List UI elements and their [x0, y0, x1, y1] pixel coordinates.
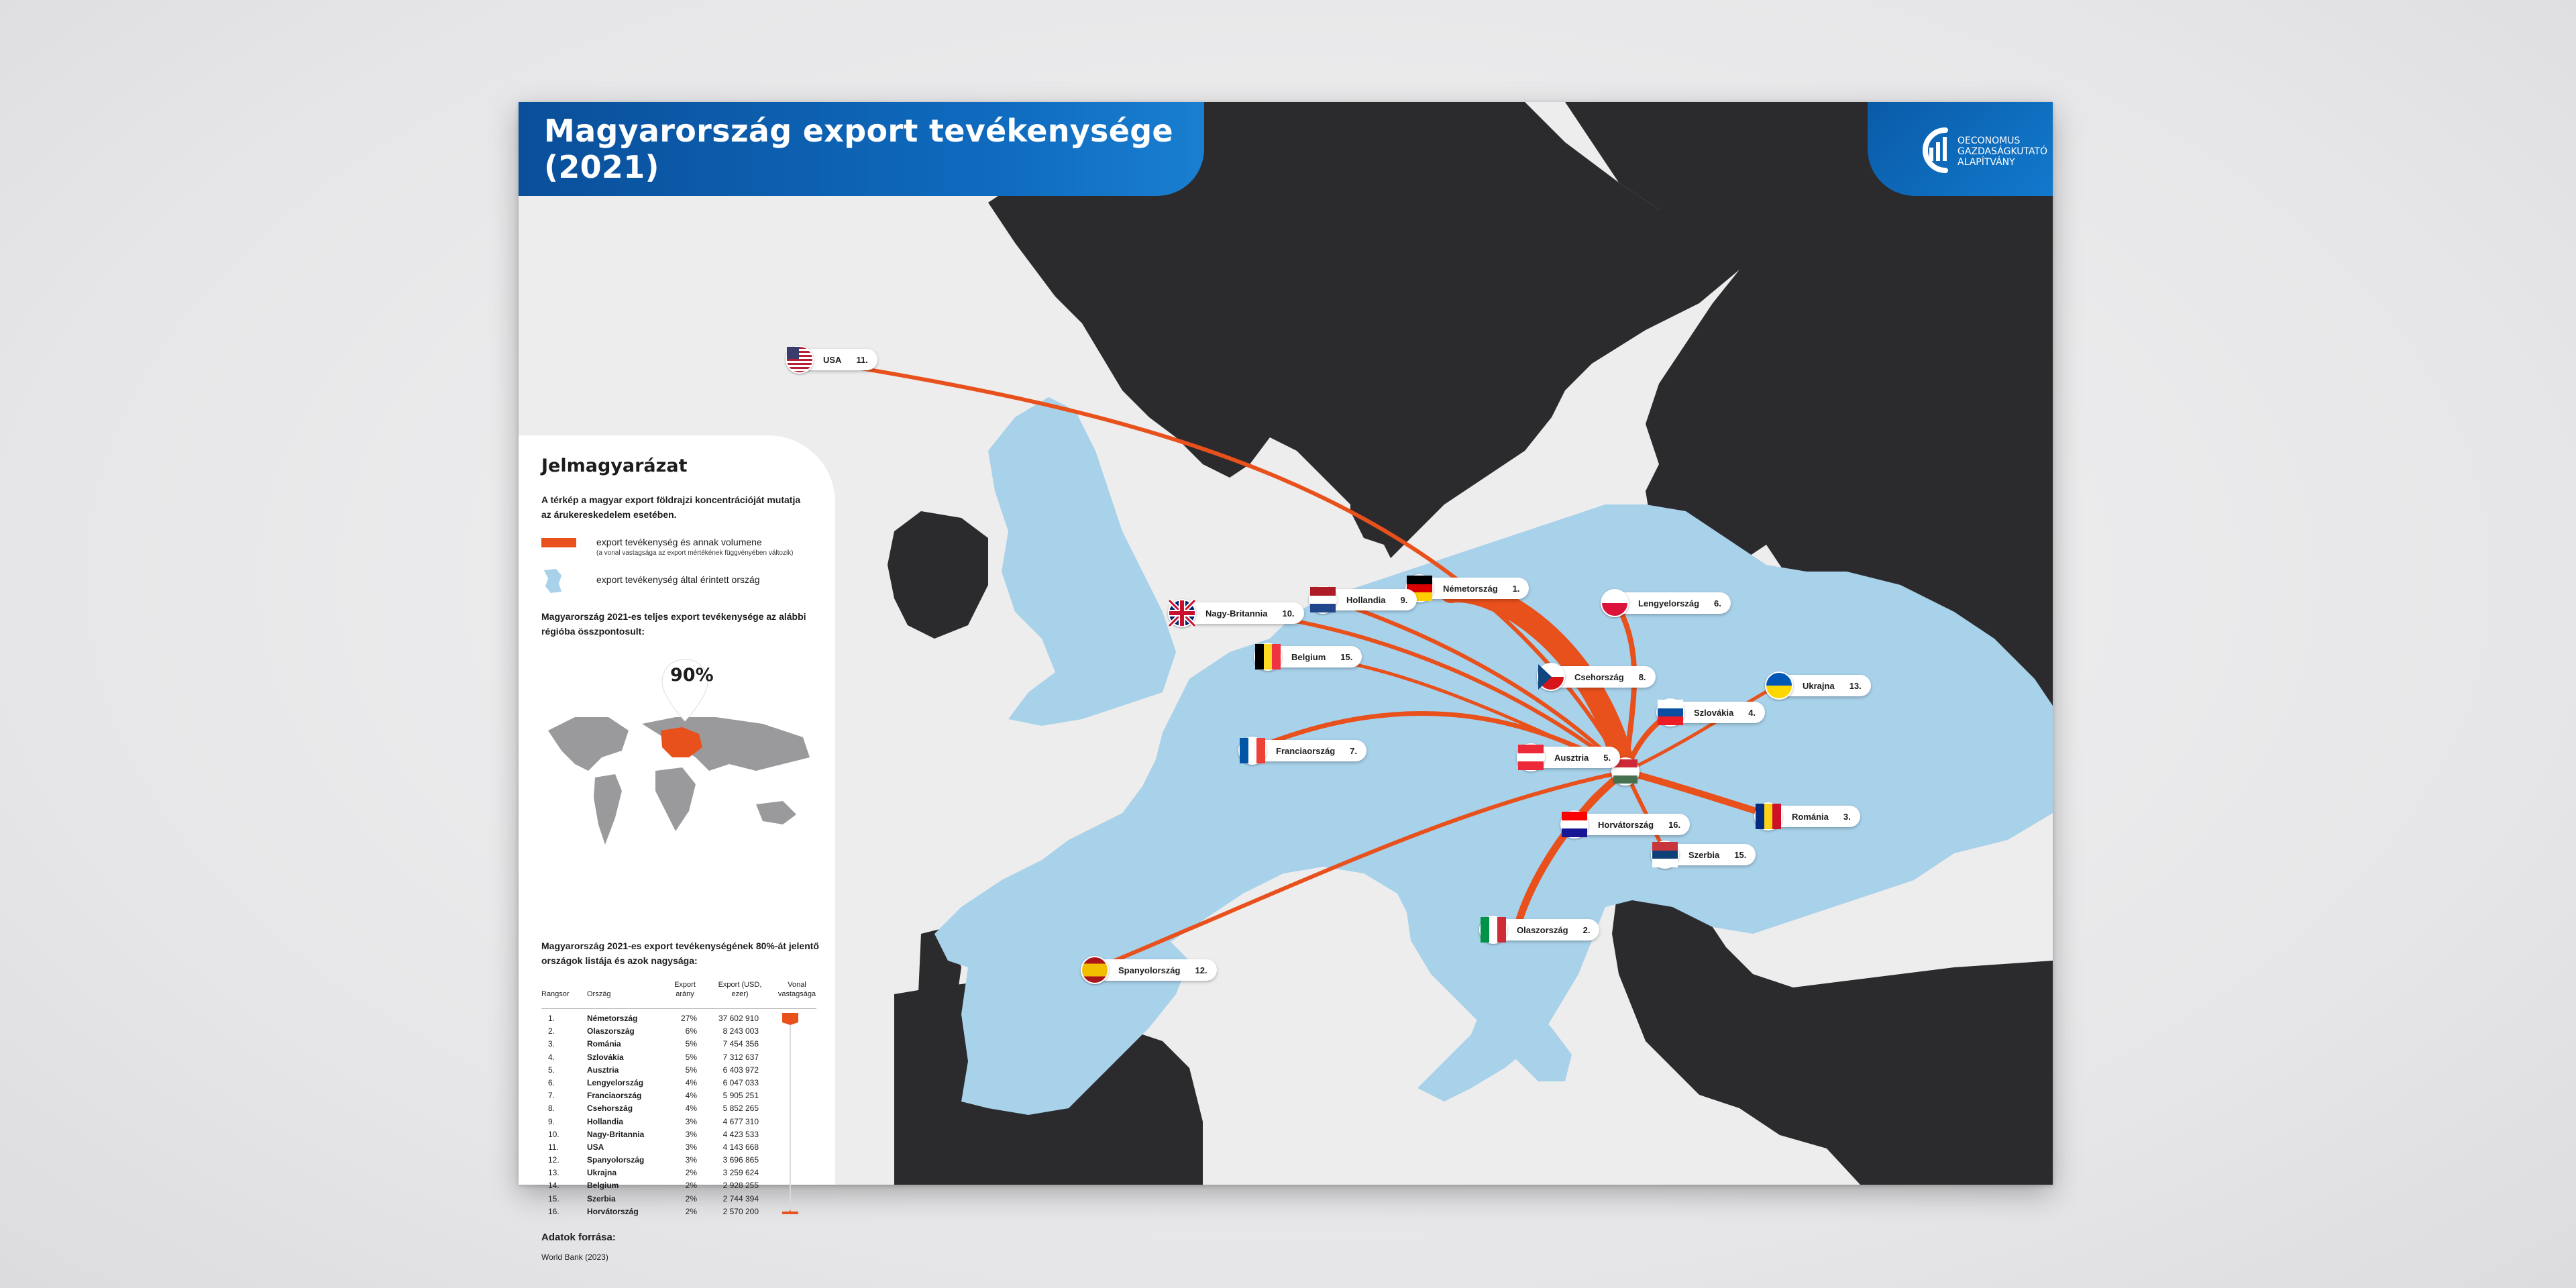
belgium-flag-icon [1254, 643, 1282, 671]
col-thickness: Vonal vastagsága [777, 981, 816, 998]
label-romania: Románia 3. [1757, 806, 1860, 827]
label-ukraine: Ukrajna 13. [1768, 675, 1871, 696]
table-row: 5. Ausztria 5% 6 403 972 [548, 1065, 759, 1075]
usa-flag-icon [786, 345, 814, 374]
logo-text [1957, 136, 2051, 168]
table-row: 2. Olaszország 6% 8 243 003 [548, 1026, 759, 1036]
table-row: 13. Ukrajna 2% 3 259 624 [548, 1168, 759, 1178]
label-germany: Németország 1. [1408, 578, 1529, 599]
croatia-flag-icon [1560, 810, 1589, 839]
col-rank: Rangsor [541, 990, 570, 998]
table-row: 1. Németország 27% 37 602 910 [548, 1014, 759, 1023]
logo-line-1: OECONOMUS [1957, 136, 2021, 146]
ireland-landmass [888, 511, 988, 639]
legend-panel [519, 435, 835, 1262]
uk-flag-icon [1168, 599, 1196, 627]
label-spain: Spanyolország 12. [1083, 959, 1217, 981]
page-title: Magyarország export tevékenysége (2021) [544, 113, 1173, 185]
table-row: 15. Szerbia 2% 2 744 394 [548, 1193, 759, 1203]
table-row: 9. Hollandia 3% 4 677 310 [548, 1116, 759, 1126]
table-row: 6. Lengyelország 4% 6 047 033 [548, 1077, 759, 1087]
italy-flag-icon [1479, 916, 1507, 944]
ukraine-flag-icon [1765, 672, 1793, 700]
poland-flag-icon [1601, 589, 1629, 617]
legend-title: Jelmagyarázat [541, 455, 688, 476]
table-row: 8. Csehország 4% 5 852 265 [548, 1104, 759, 1114]
title-banner [519, 102, 1204, 196]
czechia-flag-icon [1537, 663, 1565, 691]
label-france: Franciaország 7. [1241, 740, 1366, 761]
logo-icon [1912, 122, 1955, 178]
label-italy: Olaszország 2. [1482, 919, 1599, 941]
legend-line-label: export tevékenység és annak volumene [596, 537, 762, 547]
austria-flag-icon [1517, 743, 1545, 771]
slovakia-flag-icon [1656, 698, 1684, 727]
col-country: Ország [587, 990, 611, 998]
table-row: 11. USA 3% 4 143 668 [548, 1142, 759, 1152]
legend-area-label: export tevékenység által érintett ország [596, 574, 760, 585]
table-row: 3. Románia 5% 7 454 356 [548, 1039, 759, 1049]
france-flag-icon [1238, 737, 1267, 765]
label-czechia: Csehország 8. [1540, 666, 1656, 688]
label-uk: Nagy-Britannia 10. [1171, 602, 1304, 624]
affected-country-swatch [541, 568, 576, 594]
legend-line-item [541, 535, 835, 558]
label-netherlands: Hollandia 9. [1311, 589, 1417, 610]
serbia-flag-icon [1651, 841, 1679, 869]
spain-flag-icon [1081, 956, 1109, 984]
label-austria: Ausztria 5. [1519, 747, 1620, 768]
table-row: 16. Horvátország 2% 2 570 200 [548, 1206, 759, 1216]
line-thickness-scale [782, 1013, 798, 1214]
netherlands-flag-icon [1309, 586, 1337, 614]
romania-flag-icon [1754, 802, 1782, 830]
table-row: 10. Nagy-Britannia 3% 4 423 533 [548, 1129, 759, 1139]
table-row: 12. Spanyolország 3% 3 696 865 [548, 1155, 759, 1165]
legend-line-sublabel: (a vonal vastagsága az export mértékének függvényében változik) [596, 549, 794, 557]
balkans-landmass [1612, 880, 2053, 1185]
label-croatia: Horvátország 16. [1563, 814, 1690, 835]
table-row: 4. Szlovákia 5% 7 312 637 [548, 1052, 759, 1062]
export-line-swatch [541, 538, 576, 547]
great-britain-area [988, 397, 1176, 726]
summary-percent: 90% [670, 665, 714, 686]
label-slovakia: Szlovákia 4. [1659, 702, 1765, 723]
label-poland: Lengyelország 6. [1603, 592, 1731, 614]
source-label: Adatok forrása: [541, 1232, 616, 1243]
col-share: Export arány [674, 981, 696, 998]
source-value: World Bank (2023) [541, 1252, 608, 1262]
label-belgium: Belgium 15. [1256, 646, 1362, 667]
legend-intro: A térkép a magyar export földrajzi koncentrációját mutatja az árukereskedelem esetében. [541, 494, 801, 520]
table-title: Magyarország 2021-es export tevékenységének 80%-át jelentő országok listája és azok nagysága: [541, 941, 819, 966]
label-serbia: Szerbia 15. [1654, 844, 1756, 865]
table-header [541, 980, 816, 1009]
logo-line-3: ALAPÍTVÁNY [1957, 157, 2015, 168]
legend-area-item [541, 568, 835, 594]
legend-summary: Magyarország 2021-es teljes export tevékenysége az alábbi régióba összpontosult: [541, 611, 806, 637]
label-usa: USA 11. [788, 349, 877, 370]
logo-badge [1868, 102, 2053, 196]
col-export: Export (USD, ezer) [718, 981, 762, 998]
table-row: 14. Belgium 2% 2 928 255 [548, 1181, 759, 1191]
table-body [541, 1012, 816, 1218]
table-row: 7. Franciaország 4% 5 905 251 [548, 1091, 759, 1101]
infographic-poster [519, 102, 2053, 1262]
logo-line-2: GAZDASÁGKUTATÓ [1957, 146, 2048, 157]
